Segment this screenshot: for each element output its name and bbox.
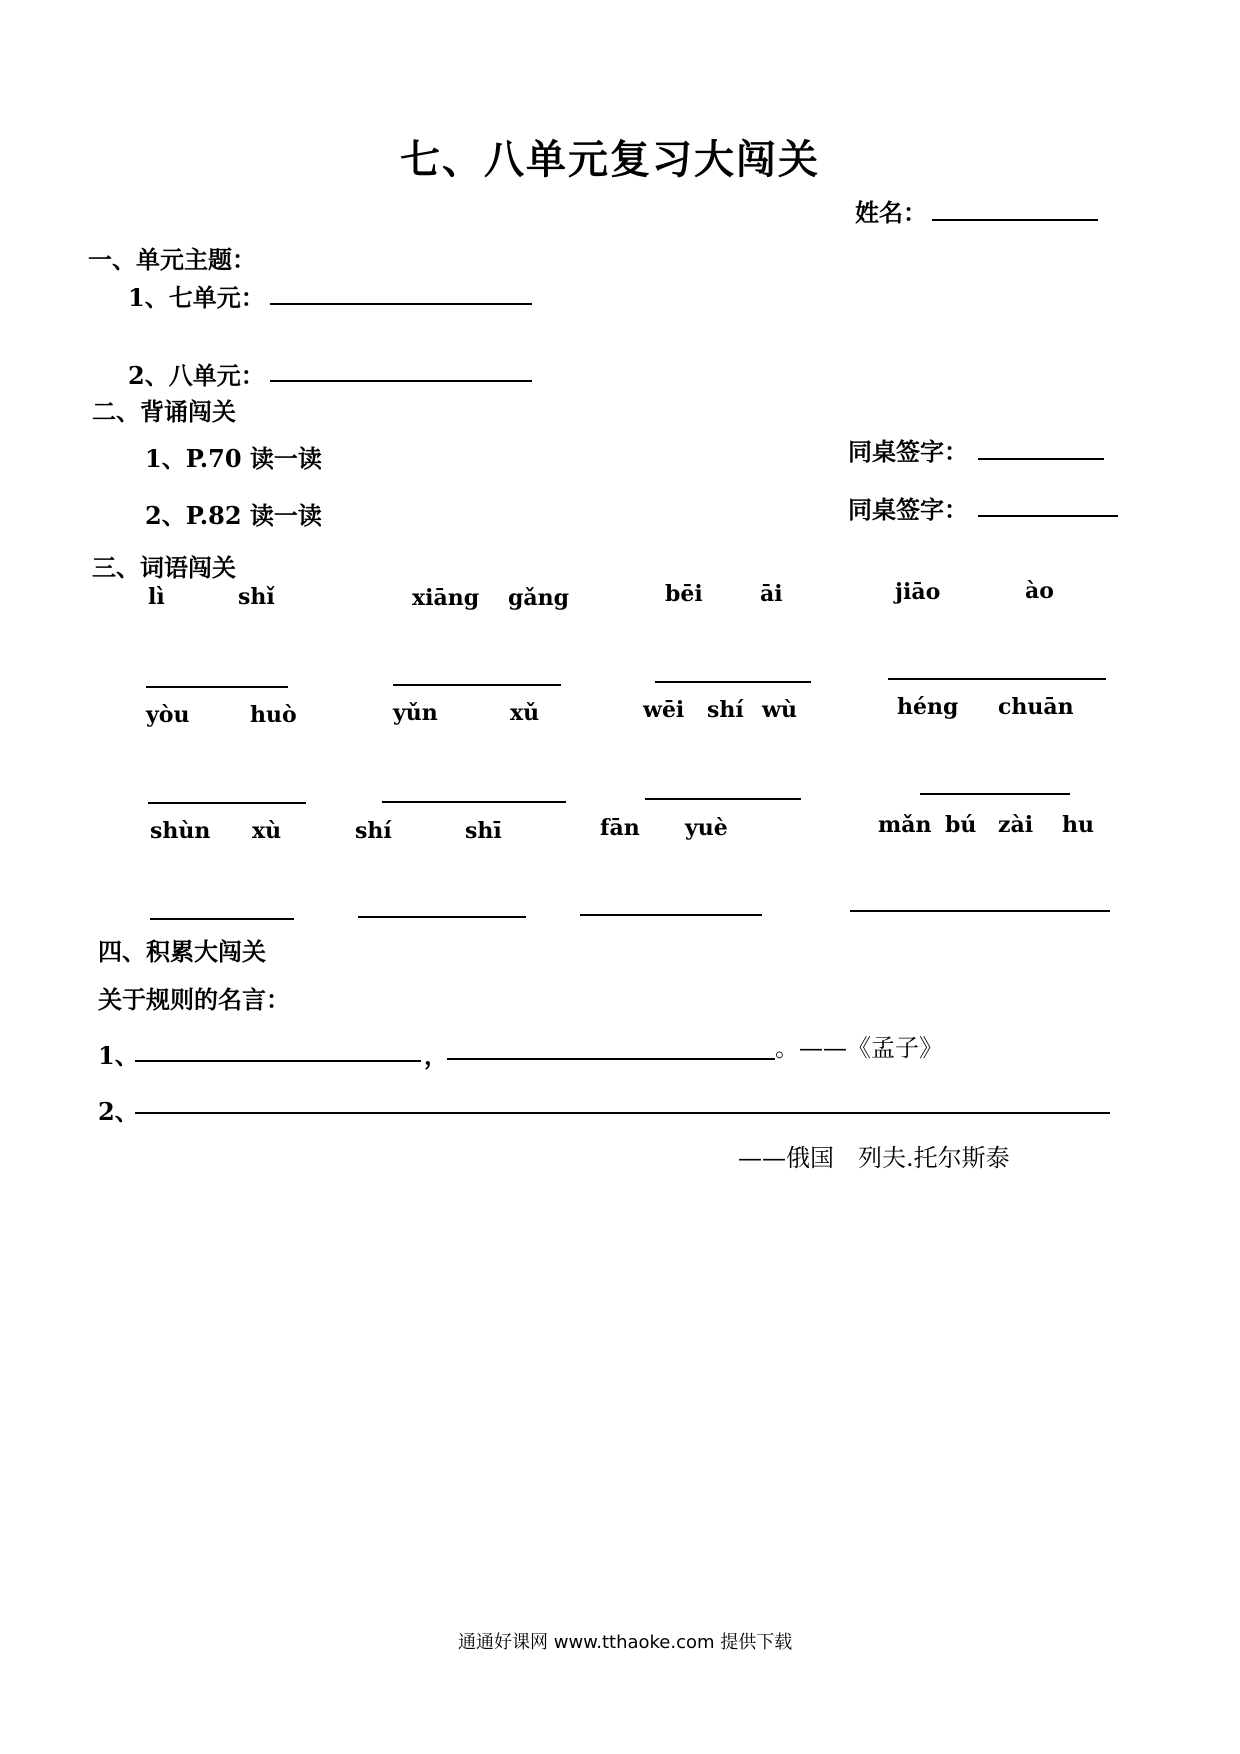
recite-item-2: 2、P.82 读一读 xyxy=(145,501,322,530)
pinyin-syllable: zài xyxy=(998,812,1034,838)
word-answer-line[interactable] xyxy=(150,918,294,920)
pinyin-syllable: ào xyxy=(1025,578,1054,604)
footer-credit: 通通好课网 www.tthaoke.com 提供下载 xyxy=(458,1632,793,1653)
recite-item-1: 1、P.70 读一读 xyxy=(145,444,322,473)
unit-8-answer-line[interactable] xyxy=(270,380,532,382)
word-answer-line[interactable] xyxy=(888,678,1106,680)
word-answer-line[interactable] xyxy=(148,802,306,804)
word-answer-line[interactable] xyxy=(382,801,566,803)
word-answer-line[interactable] xyxy=(358,916,526,918)
page-title: 七、八单元复习大闯关 xyxy=(400,136,820,183)
section-2-heading: 二、背诵闯关 xyxy=(92,397,236,426)
pinyin-syllable: xù xyxy=(252,818,282,844)
pinyin-syllable: huò xyxy=(250,702,297,728)
pinyin-syllable: shī xyxy=(465,818,502,844)
quote-1-comma: ， xyxy=(424,1041,448,1070)
partner-sign-label-1: 同桌签字： xyxy=(848,437,968,466)
pinyin-syllable: xǔ xyxy=(510,700,540,726)
word-answer-line[interactable] xyxy=(850,910,1110,912)
pinyin-syllable: shí xyxy=(355,818,392,844)
pinyin-syllable: héng xyxy=(897,694,959,720)
pinyin-syllable: gǎng xyxy=(508,585,570,611)
word-answer-line[interactable] xyxy=(393,684,561,686)
quote-2-number: 2、 xyxy=(98,1097,139,1126)
pinyin-syllable: mǎn xyxy=(878,812,932,838)
pinyin-syllable: wēi xyxy=(643,697,685,723)
word-answer-line[interactable] xyxy=(146,686,288,688)
pinyin-syllable: shùn xyxy=(150,818,211,844)
quote-1-source: 。——《孟子》 xyxy=(775,1034,943,1062)
pinyin-syllable: yǔn xyxy=(393,700,438,726)
name-label: 姓名： xyxy=(855,198,927,227)
quote-1-part-2-line[interactable] xyxy=(447,1058,775,1060)
pinyin-syllable: yuè xyxy=(685,815,728,841)
pinyin-syllable: fān xyxy=(600,815,640,841)
section-3-heading: 三、词语闯关 xyxy=(92,553,236,582)
pinyin-syllable: wù xyxy=(762,697,797,723)
partner-sign-line-2[interactable] xyxy=(978,515,1118,517)
partner-sign-label-2: 同桌签字： xyxy=(848,495,968,524)
pinyin-syllable: xiāng xyxy=(412,585,480,611)
pinyin-syllable: bú xyxy=(945,812,977,838)
unit-7-label: 1、七单元： xyxy=(128,283,265,312)
quote-2-source: ——俄国 列夫.托尔斯泰 xyxy=(738,1144,1010,1172)
pinyin-syllable: yòu xyxy=(146,702,190,728)
pinyin-syllable: jiāo xyxy=(895,579,941,605)
word-answer-line[interactable] xyxy=(920,793,1070,795)
pinyin-syllable: hu xyxy=(1062,812,1094,838)
section-4-heading: 四、积累大闯关 xyxy=(98,937,266,966)
pinyin-syllable: shí xyxy=(707,697,744,723)
unit-8-label: 2、八单元： xyxy=(128,361,265,390)
pinyin-syllable: lì xyxy=(148,584,165,610)
pinyin-syllable: shǐ xyxy=(238,584,275,610)
word-answer-line[interactable] xyxy=(580,914,762,916)
pinyin-syllable: chuān xyxy=(998,694,1074,720)
partner-sign-line-1[interactable] xyxy=(978,458,1104,460)
word-answer-line[interactable] xyxy=(655,681,811,683)
unit-7-answer-line[interactable] xyxy=(270,303,532,305)
name-input-line[interactable] xyxy=(932,219,1098,221)
quote-1-part-1-line[interactable] xyxy=(135,1060,421,1062)
pinyin-syllable: āi xyxy=(760,581,783,607)
word-answer-line[interactable] xyxy=(645,798,801,800)
quote-2-answer-line[interactable] xyxy=(135,1112,1110,1114)
section-1-heading: 一、单元主题： xyxy=(88,245,256,274)
quote-1-number: 1、 xyxy=(98,1041,139,1070)
section-4-subheading: 关于规则的名言： xyxy=(98,985,290,1014)
pinyin-syllable: bēi xyxy=(665,581,703,607)
